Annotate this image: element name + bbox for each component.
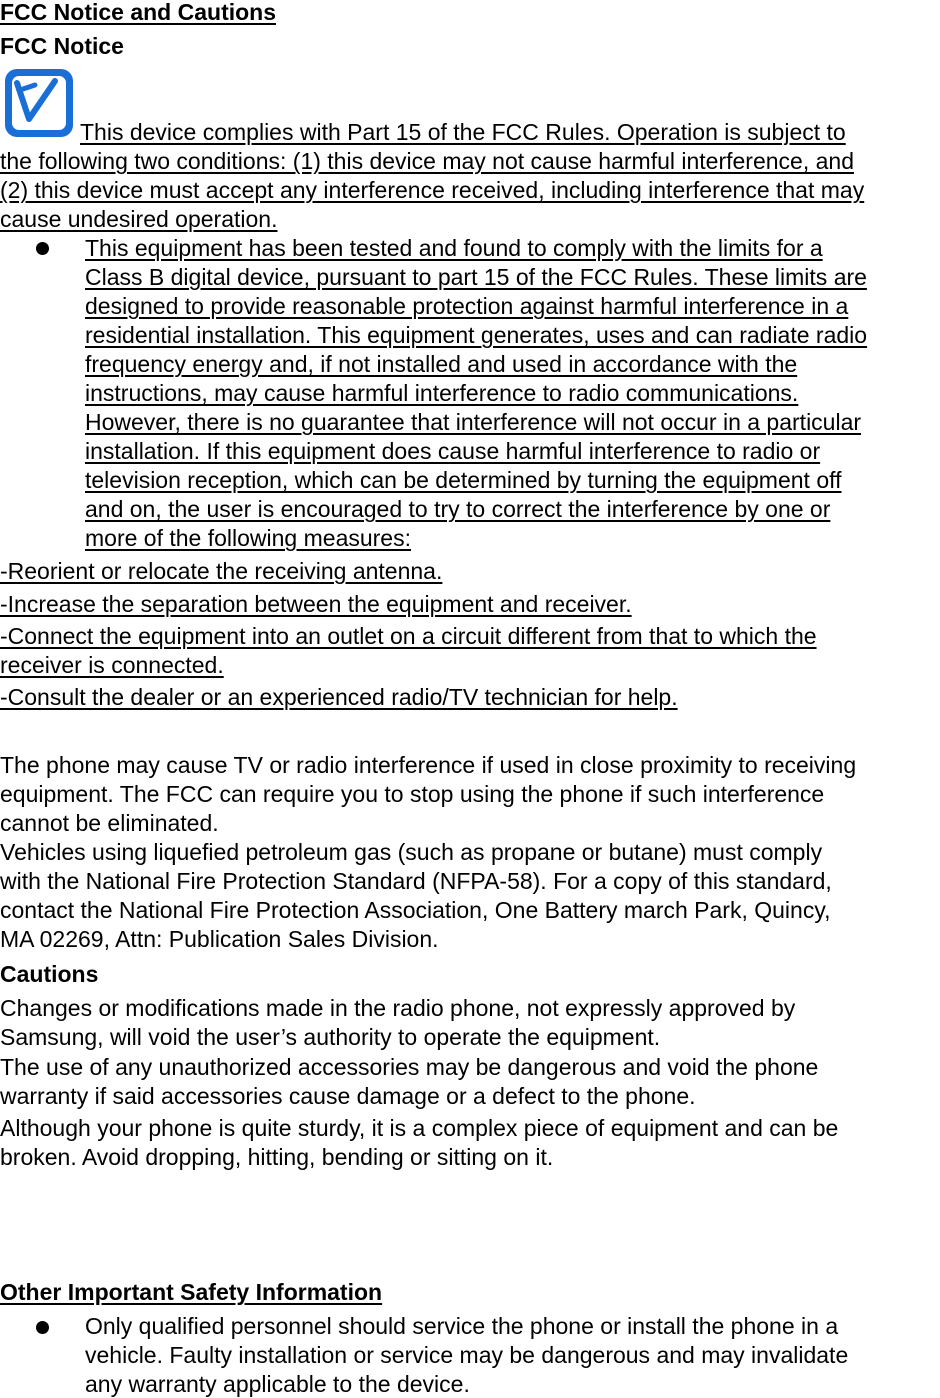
measure-consult-dealer: -Consult the dealer or an experienced radio/TV technician for help. (0, 684, 678, 710)
measure-reorient: -Reorient or relocate the receiving antenna. (0, 558, 443, 584)
measure-increase-separation: -Increase the separation between the equipment and receiver. (0, 591, 632, 617)
section-title-fcc-notice-and-cautions: FCC Notice and Cautions (0, 0, 277, 25)
tv-interference-line-1: The phone may cause TV or radio interference if used in close proximity to receiving (0, 752, 857, 778)
bullet-line-4: residential installation. This equipment generates, uses and can radiate radio (85, 322, 868, 348)
bullet-line-10: and on, the user is encouraged to try to correct the interference by one or (85, 496, 831, 522)
caution-accessories-line-2: warranty if said accessories cause damage or a defect to the phone. (0, 1083, 696, 1109)
measure-connect-outlet-line-1: -Connect the equipment into an outlet on a circuit different from that to which the (0, 623, 817, 649)
bullet-line-2: Class B digital device, pursuant to part 15 of the FCC Rules. These limits are (85, 264, 867, 290)
caution-accessories-line-1: The use of any unauthorized accessories may be dangerous and void the phone (0, 1054, 819, 1080)
safety-bullet-line-2: vehicle. Faulty installation or service may be dangerous and may invalidate (85, 1342, 849, 1368)
bullet-line-3: designed to provide reasonable protection against harmful interference in a (85, 293, 849, 319)
tv-interference-line-2: equipment. The FCC can require you to stop using the phone if such interference (0, 781, 825, 807)
notice-line-2: the following two conditions: (1) this device may not cause harmful interference, and (0, 148, 854, 174)
measure-connect-outlet-line-2: receiver is connected. (0, 652, 224, 678)
caution-sturdy-line-2: broken. Avoid dropping, hitting, bending or sitting on it. (0, 1144, 554, 1170)
notice-line-1: This device complies with Part 15 of the FCC Rules. Operation is subject to (80, 119, 846, 145)
fcc-notice-heading: FCC Notice (0, 33, 124, 59)
caution-sturdy-line-1: Although your phone is quite sturdy, it is a complex piece of equipment and can be (0, 1115, 839, 1141)
notice-line-4: cause undesired operation. (0, 206, 278, 232)
bullet-line-5: frequency energy and, if not installed and used in accordance with the (85, 351, 798, 377)
note-pencil-icon (3, 67, 75, 139)
bullet-line-8: installation. If this equipment does cause harmful interference to radio or (85, 438, 821, 464)
bullet-line-9: television reception, which can be determined by turning the equipment off (85, 467, 842, 493)
bullet-dot (36, 1321, 49, 1334)
caution-modifications-line-2: Samsung, will void the user’s authority to operate the equipment. (0, 1024, 661, 1050)
bullet-line-6: instructions, may cause harmful interference to radio communications. (85, 380, 799, 406)
bullet-dot (36, 242, 49, 255)
lpg-line-2: with the National Fire Protection Standard (NFPA-58). For a copy of this standard, (0, 868, 832, 894)
cautions-heading: Cautions (0, 961, 99, 987)
lpg-line-1: Vehicles using liquefied petroleum gas (such as propane or butane) must comply (0, 839, 823, 865)
caution-modifications-line-1: Changes or modifications made in the radio phone, not expressly approved by (0, 995, 796, 1021)
bullet-line-11: more of the following measures: (85, 525, 411, 551)
tv-interference-line-3: cannot be eliminated. (0, 810, 219, 836)
lpg-line-3: contact the National Fire Protection Association, One Battery march Park, Quincy, (0, 897, 831, 923)
bullet-line-7: However, there is no guarantee that interference will not occur in a particular (85, 409, 862, 435)
lpg-line-4: MA 02269, Attn: Publication Sales Division. (0, 926, 439, 952)
safety-bullet-line-1: Only qualified personnel should service the phone or install the phone in a (85, 1313, 839, 1339)
bullet-line-1: This equipment has been tested and found to comply with the limits for a (85, 235, 823, 261)
notice-line-3: (2) this device must accept any interference received, including interference that may (0, 177, 865, 203)
safety-bullet-line-3: any warranty applicable to the device. (85, 1371, 470, 1397)
section-title-other-safety-information: Other Important Safety Information (0, 1279, 383, 1305)
